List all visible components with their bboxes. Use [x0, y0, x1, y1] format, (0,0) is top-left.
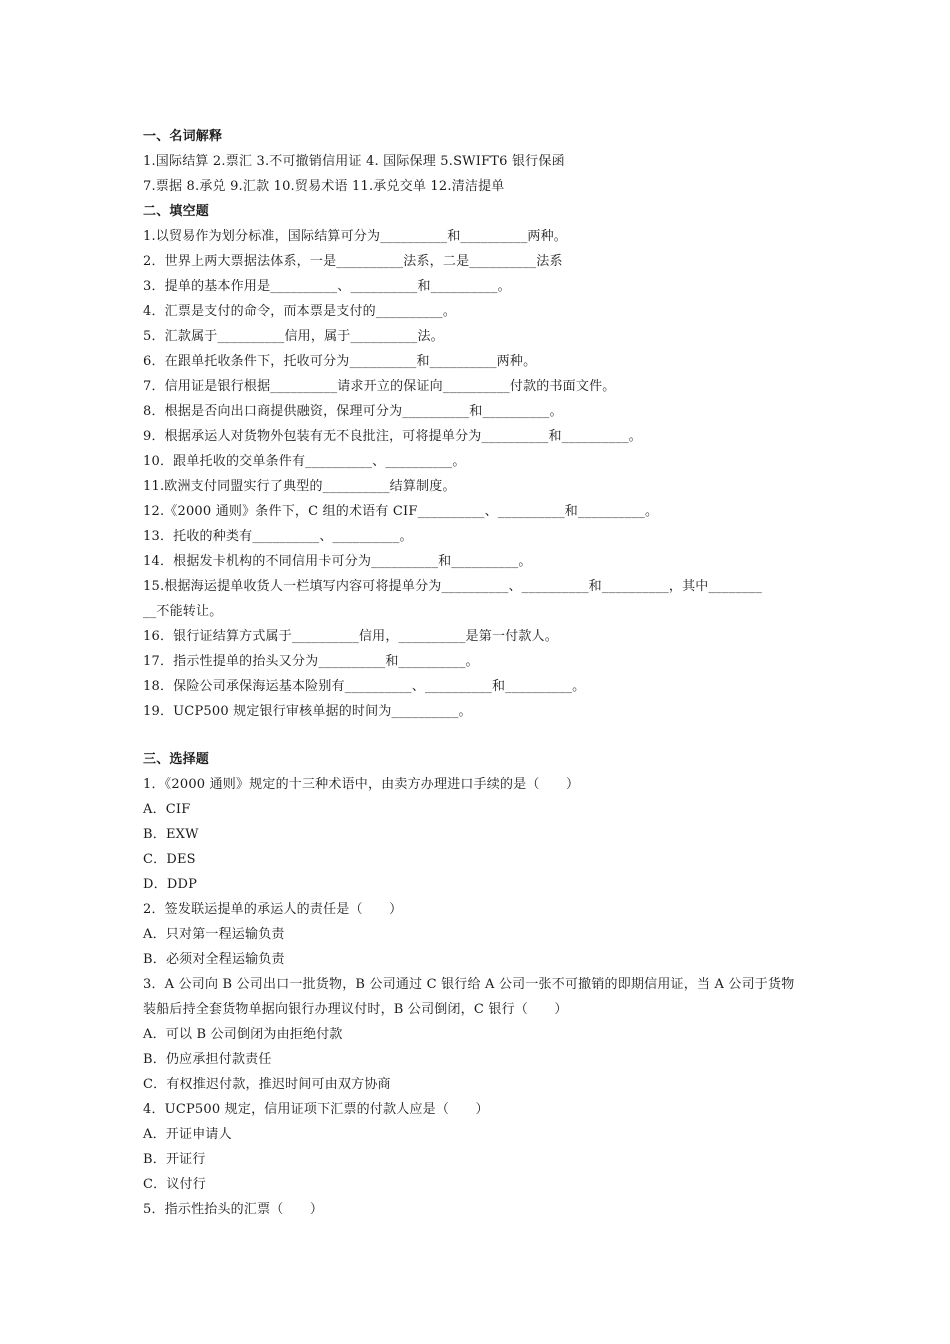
fill-blank-question: 15.根据海运提单收货人一栏填写内容可将提单分为__________、__________和__________，其中________	[143, 579, 763, 594]
fill-blank-question: 12.《2000 通则》条件下，C 组的术语有 CIF__________、__________和__________。	[143, 504, 659, 519]
section-heading-definitions: 一、名词解释	[143, 129, 223, 144]
fill-blank-question-continued: __不能转让。	[143, 604, 223, 619]
choice-option: C．有权推迟付款，推迟时间可由双方协商	[143, 1077, 391, 1092]
document-page	[143, 124, 823, 1222]
fill-blank-question: 17．指示性提单的抬头又分为__________和__________。	[143, 654, 479, 669]
fill-blank-question: 6．在跟单托收条件下，托收可分为__________和__________两种。	[143, 354, 537, 369]
fill-blank-question: 9．根据承运人对货物外包装有无不良批注，可将提单分为__________和__________。	[143, 429, 642, 444]
fill-blank-question: 5．汇款属于__________信用，属于__________法。	[143, 329, 444, 344]
section-heading-multiple-choice: 三、选择题	[143, 752, 210, 767]
choice-option: A．CIF	[143, 802, 191, 817]
definitions-line: 1.国际结算 2.票汇 3.不可撤销信用证 4. 国际保理 5.SWIFT6 银行保函	[143, 154, 565, 169]
fill-blank-question: 4．汇票是支付的命令，而本票是支付的__________。	[143, 304, 457, 319]
choice-question: 1．《2000 通则》规定的十三种术语中，由卖方办理进口手续的是（ ）	[143, 777, 580, 792]
fill-blank-question: 2．世界上两大票据法体系，一是__________法系，二是__________法系	[143, 254, 563, 269]
choice-question: 3．A 公司向 B 公司出口一批货物，B 公司通过 C 银行给 A 公司一张不可撤销的即期信用证，当 A 公司于货物	[143, 977, 795, 992]
fill-blank-question: 7．信用证是银行根据__________请求开立的保证向__________付款的书面文件。	[143, 379, 616, 394]
fill-blank-question: 18．保险公司承保海运基本险别有__________、__________和__________。	[143, 679, 586, 694]
section-spacer	[143, 724, 823, 747]
choice-option: B．仍应承担付款责任	[143, 1052, 272, 1067]
fill-blank-question: 14．根据发卡机构的不同信用卡可分为__________和__________。	[143, 554, 532, 569]
choice-option: A．只对第一程运输负责	[143, 927, 285, 942]
definitions-line: 7.票据 8.承兑 9.汇款 10.贸易术语 11.承兑交单 12.清洁提单	[143, 179, 505, 194]
fill-blank-question: 3．提单的基本作用是__________、__________和__________。	[143, 279, 511, 294]
choice-question-continued: 装船后持全套货物单据向银行办理议付时，B 公司倒闭，C 银行（ ）	[143, 1002, 568, 1017]
fill-blank-question: 13．托收的种类有__________、__________。	[143, 529, 413, 544]
choice-option: B．必须对全程运输负责	[143, 952, 285, 967]
fill-blank-question: 8．根据是否向出口商提供融资，保理可分为__________和__________。	[143, 404, 563, 419]
choice-option: A．可以 B 公司倒闭为由拒绝付款	[143, 1027, 343, 1042]
fill-blank-question: 16．银行证结算方式属于__________信用，__________是第一付款人。	[143, 629, 558, 644]
choice-option: C．议付行	[143, 1177, 206, 1192]
section-heading-fill-blank: 二、填空题	[143, 204, 210, 219]
choice-option: B．开证行	[143, 1152, 206, 1167]
fill-blank-question: 10．跟单托收的交单条件有__________、__________。	[143, 454, 466, 469]
choice-option: D．DDP	[143, 877, 198, 892]
choice-question: 2．签发联运提单的承运人的责任是（ ）	[143, 902, 403, 917]
choice-option: C．DES	[143, 852, 196, 867]
fill-blank-question: 19．UCP500 规定银行审核单据的时间为__________。	[143, 704, 472, 719]
choice-option: A．开证申请人	[143, 1127, 232, 1142]
choice-option: B．EXW	[143, 827, 199, 842]
fill-blank-question: 1.以贸易作为划分标准，国际结算可分为__________和__________两种。	[143, 229, 568, 244]
choice-question: 4．UCP500 规定，信用证项下汇票的付款人应是（ ）	[143, 1102, 489, 1117]
choice-question: 5．指示性抬头的汇票（ ）	[143, 1202, 324, 1217]
fill-blank-question: 11.欧洲支付同盟实行了典型的__________结算制度。	[143, 479, 456, 494]
